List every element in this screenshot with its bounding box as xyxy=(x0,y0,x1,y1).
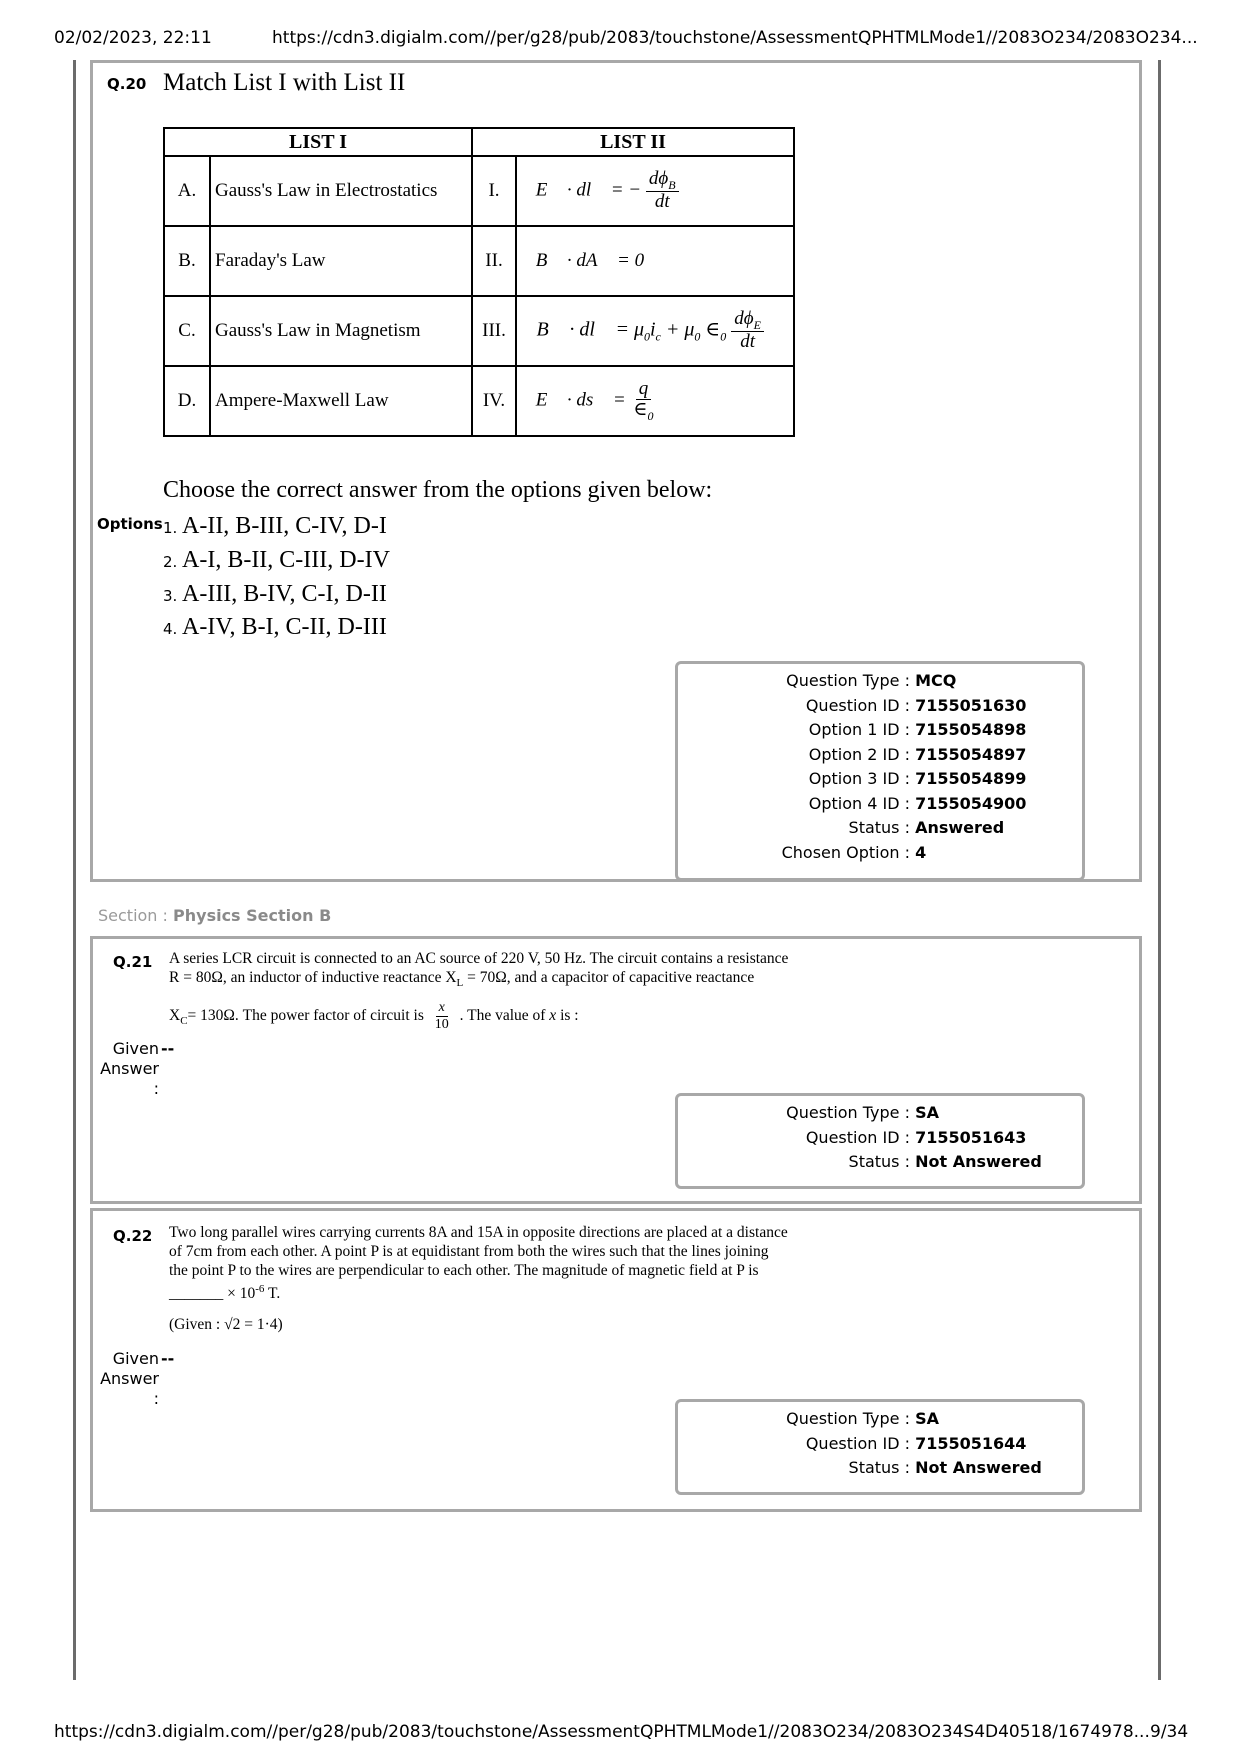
options-label: Options xyxy=(97,515,163,533)
meta-question-id: Question ID : 7155051630 xyxy=(805,695,1027,715)
given-answer-label: Given Answer : xyxy=(100,1039,159,1098)
equation-gauss-electrostatics: ∮E⃗ · ds⃗ = $\frac{q}{\in_0}$ xyxy=(516,366,794,436)
meta-question-type: Question Type : SA xyxy=(786,1103,939,1122)
print-footer-url: https://cdn3.digialm.com//per/g28/pub/2083/touchstone/AssessmentQPHTMLMode1//2083O234/2083O234S4D40518/1674978... xyxy=(54,1722,1150,1742)
question-20-panel xyxy=(90,60,1142,882)
law-name: Ampere-Maxwell Law xyxy=(210,366,472,436)
meta-question-type: Question Type : MCQ xyxy=(786,671,957,690)
row-letter: B. xyxy=(164,226,210,296)
law-name: Faraday's Law xyxy=(210,226,472,296)
print-header-url: https://cdn3.digialm.com//per/g28/pub/2083/touchstone/AssessmentQPHTMLMode1//2083O234/2083O234... xyxy=(272,28,1198,48)
match-table xyxy=(163,127,795,437)
question-text: A series LCR circuit is connected to an AC source of 220 V, 50 Hz. The circuit contains a resistance R = 80Ω, an inductor of inductive reactance $X_L = 70\Omega$, and a capacitor of capacitive reactance $X_C= 130\Omega$. The power factor of circuit is $\frac{x}{10}$ . The value of x is : xyxy=(169,950,789,1032)
meta-option4-id: Option 4 ID : 7155054900 xyxy=(808,793,1027,813)
question-meta-box xyxy=(675,1093,1085,1189)
meta-status: Status : Answered xyxy=(848,818,1005,837)
print-datetime: 02/02/2023, 22:11 xyxy=(54,28,212,48)
table-row xyxy=(164,366,794,436)
table-row xyxy=(164,226,794,296)
question-meta-box xyxy=(675,1399,1085,1495)
option-3: 3. A-III, B-IV, C-I, D-II xyxy=(163,581,387,607)
row-letter: A. xyxy=(164,156,210,226)
given-answer-value: -- xyxy=(161,1349,175,1368)
given-answer-label: Given Answer : xyxy=(100,1349,159,1408)
given-answer-value: -- xyxy=(161,1039,175,1058)
page-border-left xyxy=(73,60,76,1680)
row-roman: III. xyxy=(472,296,516,366)
row-letter: C. xyxy=(164,296,210,366)
law-name: Gauss's Law in Magnetism xyxy=(210,296,472,366)
page-number: 9/34 xyxy=(1150,1722,1189,1742)
table-row xyxy=(164,156,794,226)
question-meta-box xyxy=(675,661,1085,881)
table-row xyxy=(164,296,794,366)
question-number: Q.20 xyxy=(107,75,147,93)
question-number: Q.22 xyxy=(113,1227,153,1245)
page-border-right xyxy=(1158,60,1161,1680)
option-4: 4. A-IV, B-I, C-II, D-III xyxy=(163,614,387,640)
question-title: Match List I with List II xyxy=(163,69,406,96)
question-text: Two long parallel wires carrying currents 8A and 15A in opposite directions are placed at a distance of 7cm from each other. A point P is at equidistant from both the wires such that the lines joining the point P to the wires are perpendicular to each other. The magnitude of magnetic field at P is _______ × $10^{-6}$ T. (Given : √2 = 1·4) xyxy=(169,1224,788,1334)
option-1: 1. A-II, B-III, C-IV, D-I xyxy=(163,513,387,539)
instruction-text: Choose the correct answer from the options given below: xyxy=(163,477,713,503)
list1-header: LIST I xyxy=(164,128,472,156)
equation-gauss-magnetism: ∮B⃗ · dA⃗ = 0 xyxy=(516,226,794,296)
row-roman: I. xyxy=(472,156,516,226)
equation-ampere-maxwell: ∮B⃗ · dl⃗ = $\mu_0i_c + \mu_0$ $\in_0$ $\frac{d\phi_E}{dt}$ xyxy=(516,296,794,366)
meta-option3-id: Option 3 ID : 7155054899 xyxy=(808,769,1027,788)
row-roman: IV. xyxy=(472,366,516,436)
row-roman: II. xyxy=(472,226,516,296)
meta-status: Status : Not Answered xyxy=(848,1152,1042,1171)
meta-question-id: Question ID : 7155051644 xyxy=(805,1433,1027,1453)
question-number: Q.21 xyxy=(113,953,153,971)
meta-option2-id: Option 2 ID : 7155054897 xyxy=(808,744,1027,764)
meta-question-id: Question ID : 7155051643 xyxy=(805,1127,1027,1147)
meta-option1-id: Option 1 ID : 7155054898 xyxy=(808,720,1027,739)
question-21-panel xyxy=(90,936,1142,1204)
meta-status: Status : Not Answered xyxy=(848,1458,1042,1477)
law-name: Gauss's Law in Electrostatics xyxy=(210,156,472,226)
equation-faraday: ∮E⃗ · dl⃗ = − $\frac{d\phi_B}{dt}$ xyxy=(516,156,794,226)
meta-chosen-option: Chosen Option : 4 xyxy=(781,842,927,862)
question-22-panel xyxy=(90,1208,1142,1512)
meta-question-type: Question Type : SA xyxy=(786,1409,939,1428)
list2-header: LIST II xyxy=(472,128,794,156)
row-letter: D. xyxy=(164,366,210,436)
section-heading: Section : Physics Section B xyxy=(98,906,332,925)
option-2: 2. A-I, B-II, C-III, D-IV xyxy=(163,547,390,573)
